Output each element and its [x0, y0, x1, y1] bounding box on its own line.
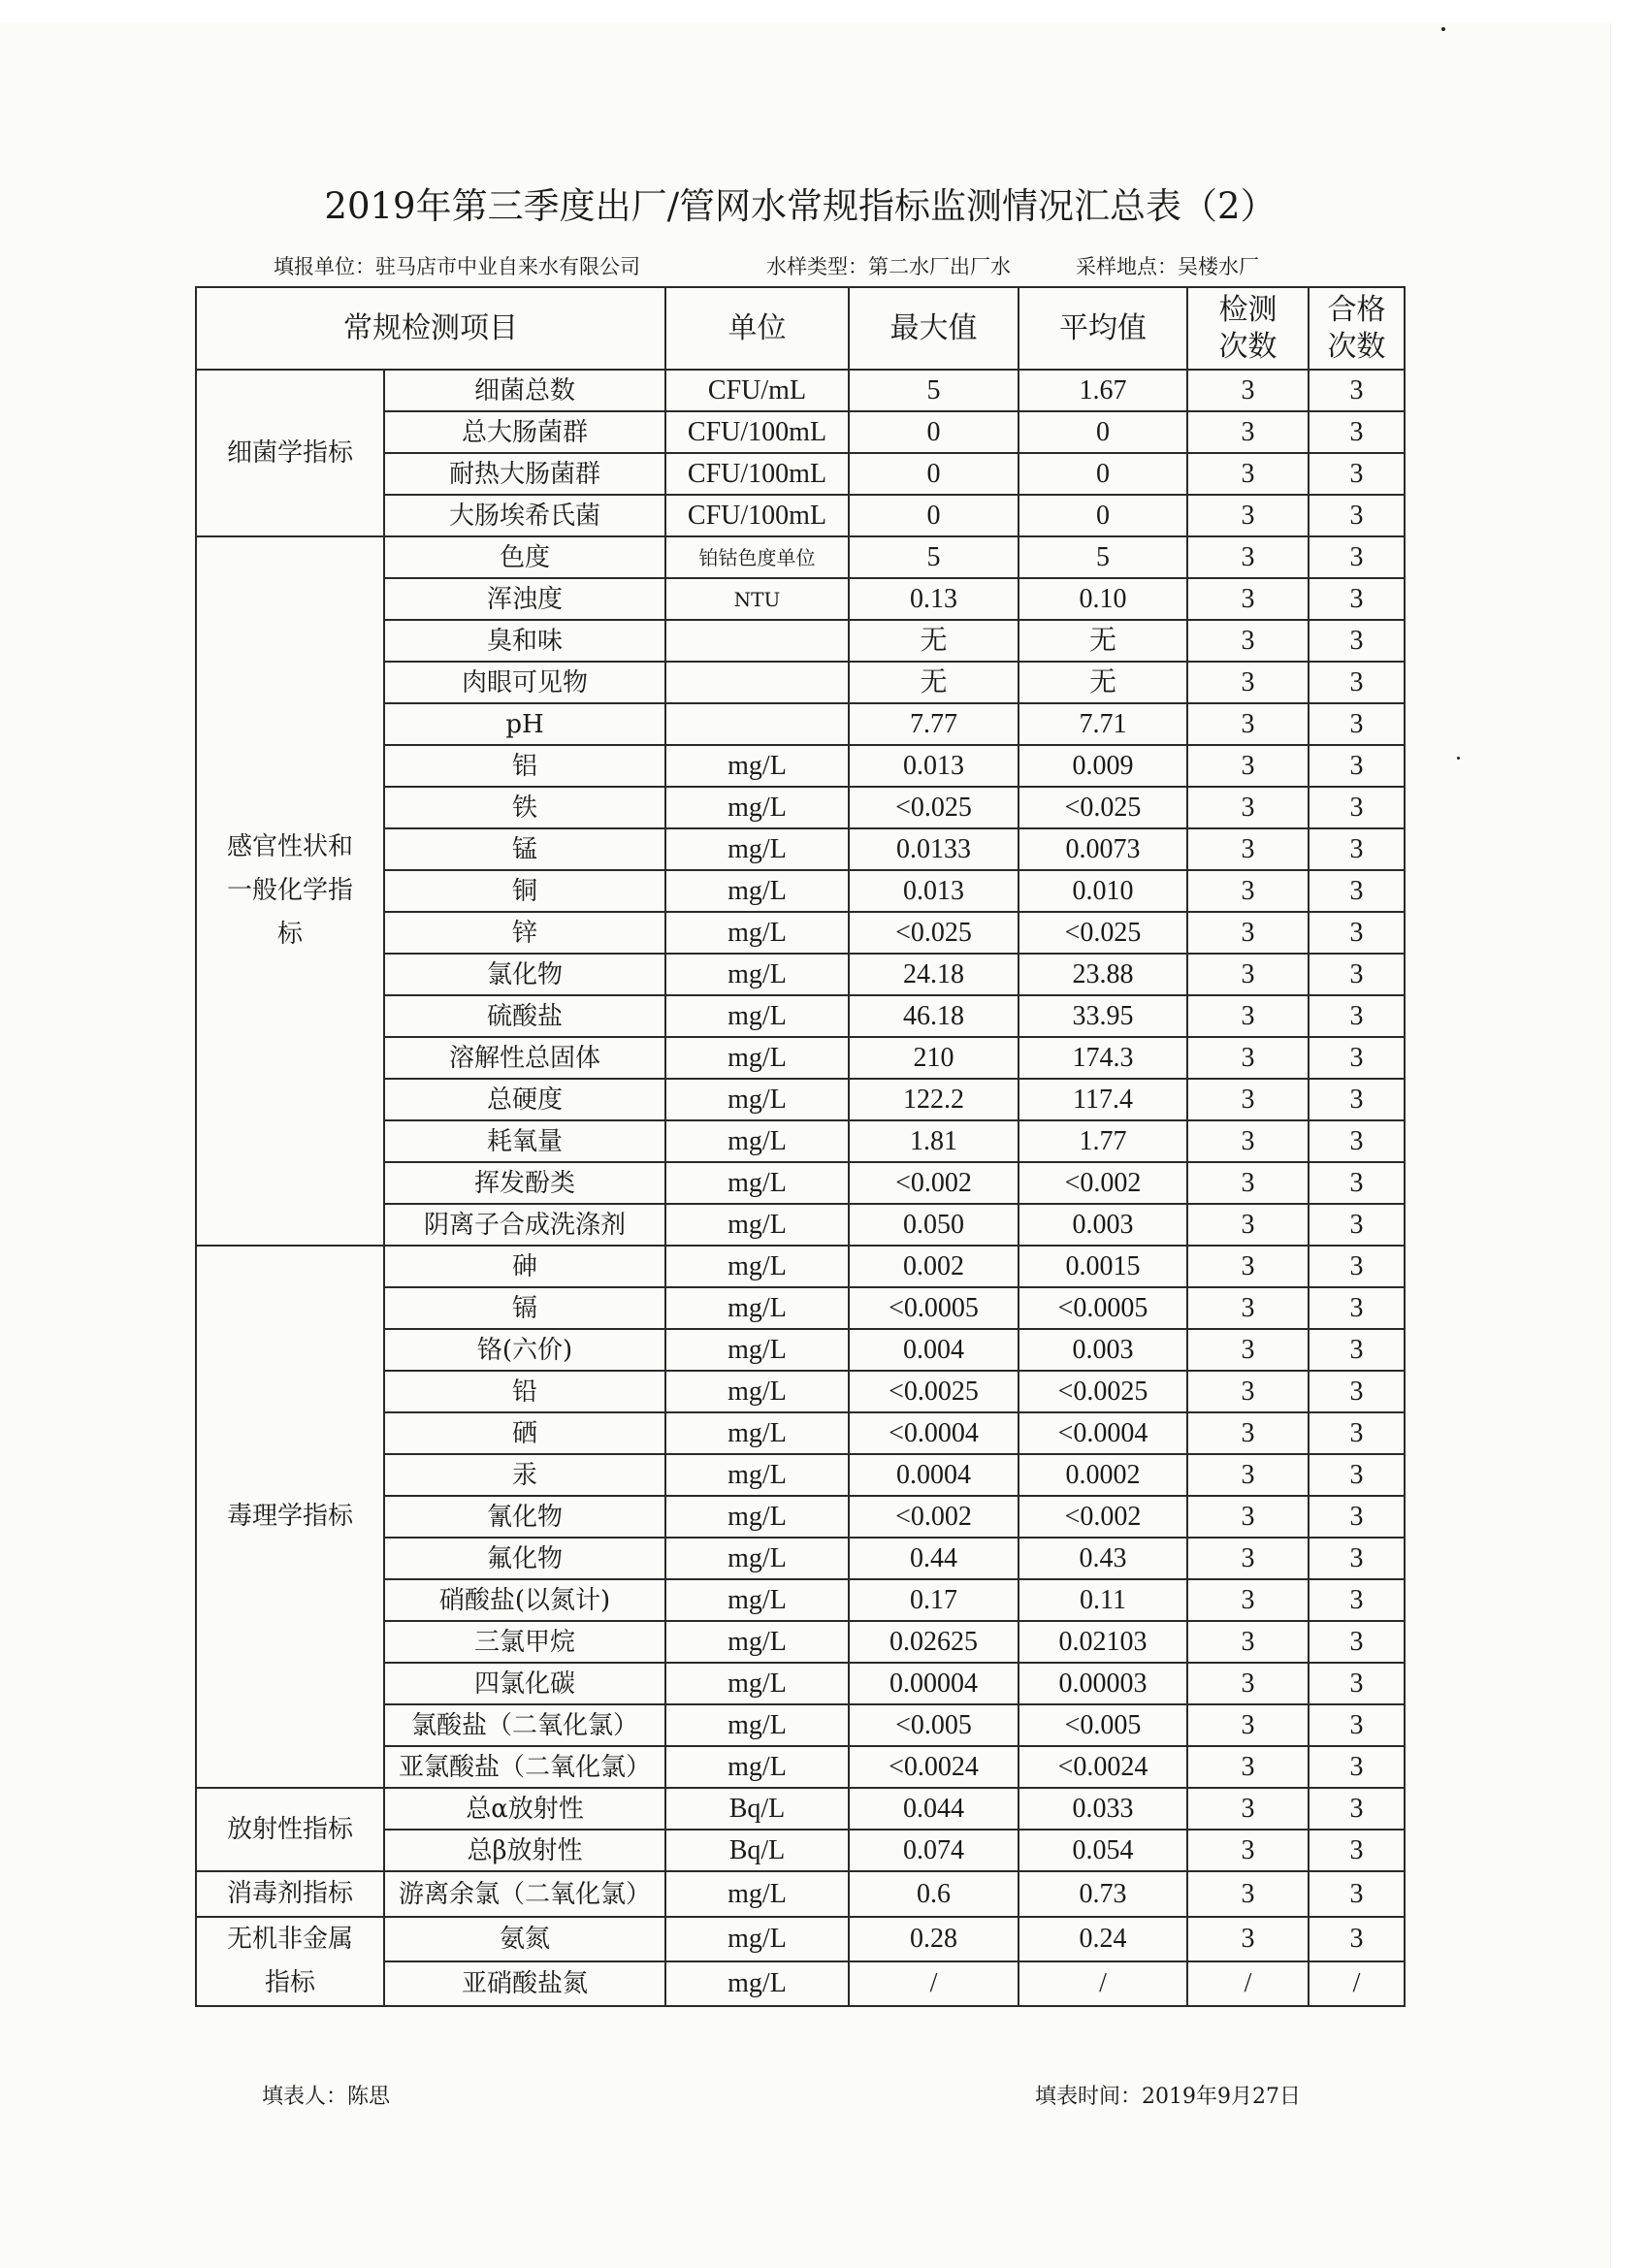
avg-value-cell: 0.0015	[1018, 1246, 1187, 1287]
test-count-cell: 3	[1187, 1162, 1309, 1204]
item-name-cell: 肉眼可见物	[384, 662, 665, 703]
max-value-cell: <0.005	[849, 1704, 1018, 1746]
avg-value-cell: 1.67	[1018, 370, 1187, 411]
pass-count-cell: 3	[1309, 1371, 1405, 1412]
unit-cell: mg/L	[665, 1246, 849, 1287]
avg-value-cell: 7.71	[1018, 703, 1187, 745]
unit-cell: mg/L	[665, 1120, 849, 1162]
unit-cell: mg/L	[665, 912, 849, 954]
item-name-cell: 汞	[384, 1454, 665, 1496]
avg-value-cell: <0.025	[1018, 912, 1187, 954]
pass-count-cell: 3	[1309, 828, 1405, 870]
max-value-cell: 无	[849, 620, 1018, 662]
max-value-cell: 0.13	[849, 578, 1018, 620]
avg-value-cell: 无	[1018, 620, 1187, 662]
item-name-cell: 氰化物	[384, 1496, 665, 1538]
header-row	[196, 287, 1405, 370]
avg-value-cell: <0.002	[1018, 1162, 1187, 1204]
unit-cell	[665, 703, 849, 745]
unit-cell: NTU	[665, 578, 849, 620]
pass-count-cell: 3	[1309, 1538, 1405, 1579]
avg-value-cell: 0.033	[1018, 1788, 1187, 1830]
test-count-cell: 3	[1187, 1454, 1309, 1496]
test-count-cell: 3	[1187, 1287, 1309, 1329]
pass-count-cell: 3	[1309, 1704, 1405, 1746]
unit-cell: CFU/mL	[665, 370, 849, 411]
unit-cell: mg/L	[665, 1871, 849, 1917]
category-cell: 细菌学指标	[196, 370, 384, 536]
avg-value-cell: <0.0025	[1018, 1371, 1187, 1412]
avg-value-cell: 无	[1018, 662, 1187, 703]
pass-count-cell: 3	[1309, 1454, 1405, 1496]
pass-count-cell: 3	[1309, 1204, 1405, 1246]
avg-value-cell: 33.95	[1018, 995, 1187, 1037]
test-count-cell: 3	[1187, 662, 1309, 703]
unit-cell: CFU/100mL	[665, 453, 849, 495]
item-name-cell: 细菌总数	[384, 370, 665, 411]
max-value-cell: 0	[849, 495, 1018, 536]
item-name-cell: 色度	[384, 536, 665, 578]
header-pass-count	[1309, 287, 1405, 370]
max-value-cell: 0.17	[849, 1579, 1018, 1621]
pass-count-cell: 3	[1309, 578, 1405, 620]
unit-cell: mg/L	[665, 1746, 849, 1788]
category-cell: 放射性指标	[196, 1788, 384, 1871]
max-value-cell: /	[849, 1961, 1018, 2006]
report-info-line	[274, 251, 1341, 278]
pass-count-cell: 3	[1309, 662, 1405, 703]
test-count-cell: 3	[1187, 495, 1309, 536]
test-count-cell: 3	[1187, 828, 1309, 870]
avg-value-cell: <0.002	[1018, 1496, 1187, 1538]
max-value-cell: 0.013	[849, 745, 1018, 787]
avg-value-cell: 0.0002	[1018, 1454, 1187, 1496]
test-count-cell: 3	[1187, 1538, 1309, 1579]
table-row	[196, 1917, 1405, 1961]
pass-count-cell: 3	[1309, 1917, 1405, 1961]
avg-value-cell: 0.24	[1018, 1917, 1187, 1961]
test-count-cell: 3	[1187, 1496, 1309, 1538]
unit-cell	[665, 662, 849, 703]
test-count-cell: 3	[1187, 912, 1309, 954]
pass-count-cell: 3	[1309, 1579, 1405, 1621]
avg-value-cell: 0.73	[1018, 1871, 1187, 1917]
item-name-cell: 铝	[384, 745, 665, 787]
pass-count-cell: 3	[1309, 745, 1405, 787]
pass-count-cell: 3	[1309, 870, 1405, 912]
category-cell: 无机非金属 指标	[196, 1917, 384, 2006]
pass-count-cell: 3	[1309, 1496, 1405, 1538]
test-count-cell: 3	[1187, 1579, 1309, 1621]
item-name-cell: 臭和味	[384, 620, 665, 662]
unit-cell: mg/L	[665, 1663, 849, 1704]
item-name-cell: 硝酸盐(以氮计)	[384, 1579, 665, 1621]
avg-value-cell: 0.02103	[1018, 1621, 1187, 1663]
avg-value-cell: <0.025	[1018, 787, 1187, 828]
unit-cell: mg/L	[665, 1961, 849, 2006]
table-row	[196, 536, 1405, 578]
unit-cell: mg/L	[665, 1079, 849, 1120]
test-count-cell: 3	[1187, 1830, 1309, 1871]
avg-value-cell: 0.003	[1018, 1329, 1187, 1371]
test-count-cell: 3	[1187, 1746, 1309, 1788]
item-name-cell: 砷	[384, 1246, 665, 1287]
max-value-cell: 0.044	[849, 1788, 1018, 1830]
test-count-cell: 3	[1187, 745, 1309, 787]
pass-count-cell: 3	[1309, 703, 1405, 745]
item-name-cell: 硒	[384, 1412, 665, 1454]
max-value-cell: 0.44	[849, 1538, 1018, 1579]
header-item: 常规检测项目	[196, 287, 665, 370]
test-count-cell: /	[1187, 1961, 1309, 2006]
test-count-cell: 3	[1187, 411, 1309, 453]
max-value-cell: <0.002	[849, 1496, 1018, 1538]
item-name-cell: 总大肠菌群	[384, 411, 665, 453]
max-value-cell: 0.28	[849, 1917, 1018, 1961]
header-pass-count-line2: 次数	[1327, 329, 1386, 364]
item-name-cell: 铬(六价)	[384, 1329, 665, 1371]
max-value-cell: 122.2	[849, 1079, 1018, 1120]
test-count-cell: 3	[1187, 1246, 1309, 1287]
avg-value-cell: 0	[1018, 411, 1187, 453]
test-count-cell: 3	[1187, 1704, 1309, 1746]
unit-cell: mg/L	[665, 1412, 849, 1454]
pass-count-cell: 3	[1309, 453, 1405, 495]
avg-value-cell: <0.0005	[1018, 1287, 1187, 1329]
item-name-cell: 总β放射性	[384, 1830, 665, 1871]
pass-count-cell: 3	[1309, 1788, 1405, 1830]
item-name-cell: 氯化物	[384, 954, 665, 995]
test-count-cell: 3	[1187, 1329, 1309, 1371]
unit-cell	[665, 620, 849, 662]
header-avg: 平均值	[1018, 287, 1187, 370]
max-value-cell: 无	[849, 662, 1018, 703]
pass-count-cell: 3	[1309, 954, 1405, 995]
max-value-cell: 0.0004	[849, 1454, 1018, 1496]
header-pass-count-line1: 合格	[1327, 292, 1386, 327]
unit-cell: CFU/100mL	[665, 495, 849, 536]
test-count-cell: 3	[1187, 703, 1309, 745]
avg-value-cell: 0	[1018, 495, 1187, 536]
header-test-count-line2: 次数	[1218, 329, 1277, 364]
item-name-cell: 氨氮	[384, 1917, 665, 1961]
test-count-cell: 3	[1187, 954, 1309, 995]
header-max: 最大值	[849, 287, 1018, 370]
pass-count-cell: 3	[1309, 1246, 1405, 1287]
test-count-cell: 3	[1187, 1788, 1309, 1830]
max-value-cell: 0.074	[849, 1830, 1018, 1871]
form-filler: 填表人：陈思	[262, 2085, 391, 2109]
avg-value-cell: 0.054	[1018, 1830, 1187, 1871]
test-count-cell: 3	[1187, 1663, 1309, 1704]
scan-speck	[1457, 757, 1460, 760]
test-count-cell: 3	[1187, 370, 1309, 411]
pass-count-cell: 3	[1309, 1871, 1405, 1917]
unit-cell: mg/L	[665, 1162, 849, 1204]
unit-cell: mg/L	[665, 1287, 849, 1329]
max-value-cell: 24.18	[849, 954, 1018, 995]
sample-type: 水样类型：第二水厂出厂水	[766, 255, 1011, 278]
item-name-cell: 耐热大肠菌群	[384, 453, 665, 495]
table-row	[196, 370, 1405, 411]
pass-count-cell: 3	[1309, 787, 1405, 828]
avg-value-cell: 117.4	[1018, 1079, 1187, 1120]
item-name-cell: 大肠埃希氏菌	[384, 495, 665, 536]
item-name-cell: 氟化物	[384, 1538, 665, 1579]
pass-count-cell: 3	[1309, 1663, 1405, 1704]
max-value-cell: 210	[849, 1037, 1018, 1079]
max-value-cell: 0.013	[849, 870, 1018, 912]
test-count-cell: 3	[1187, 1412, 1309, 1454]
category-cell: 感官性状和 一般化学指 标	[196, 536, 384, 1246]
unit-cell: mg/L	[665, 1538, 849, 1579]
avg-value-cell: 0.010	[1018, 870, 1187, 912]
pass-count-cell: 3	[1309, 1830, 1405, 1871]
pass-count-cell: 3	[1309, 912, 1405, 954]
max-value-cell: 0.002	[849, 1246, 1018, 1287]
avg-value-cell: /	[1018, 1961, 1187, 2006]
unit-cell: mg/L	[665, 1704, 849, 1746]
max-value-cell: 0	[849, 411, 1018, 453]
test-count-cell: 3	[1187, 1037, 1309, 1079]
avg-value-cell: 1.77	[1018, 1120, 1187, 1162]
category-cell: 毒理学指标	[196, 1246, 384, 1788]
avg-value-cell: 0.003	[1018, 1204, 1187, 1246]
header-test-count-line1: 检测	[1218, 292, 1277, 327]
avg-value-cell: 0.11	[1018, 1579, 1187, 1621]
monitoring-summary-table	[195, 286, 1406, 2007]
pass-count-cell: 3	[1309, 1079, 1405, 1120]
sampling-location: 采样地点：吴楼水厂	[1076, 255, 1259, 278]
item-name-cell: 镉	[384, 1287, 665, 1329]
unit-cell: Bq/L	[665, 1830, 849, 1871]
item-name-cell: 铁	[384, 787, 665, 828]
unit-cell: mg/L	[665, 828, 849, 870]
max-value-cell: <0.025	[849, 787, 1018, 828]
avg-value-cell: 5	[1018, 536, 1187, 578]
max-value-cell: <0.0025	[849, 1371, 1018, 1412]
avg-value-cell: 0.00003	[1018, 1663, 1187, 1704]
item-name-cell: 亚硝酸盐氮	[384, 1961, 665, 2006]
pass-count-cell: 3	[1309, 1746, 1405, 1788]
max-value-cell: 0.050	[849, 1204, 1018, 1246]
item-name-cell: 挥发酚类	[384, 1162, 665, 1204]
item-name-cell: 四氯化碳	[384, 1663, 665, 1704]
max-value-cell: 7.77	[849, 703, 1018, 745]
unit-cell: mg/L	[665, 1621, 849, 1663]
pass-count-cell: 3	[1309, 1037, 1405, 1079]
item-name-cell: pH	[384, 703, 665, 745]
test-count-cell: 3	[1187, 1079, 1309, 1120]
item-name-cell: 硫酸盐	[384, 995, 665, 1037]
item-name-cell: 铜	[384, 870, 665, 912]
max-value-cell: 1.81	[849, 1120, 1018, 1162]
pass-count-cell: 3	[1309, 1621, 1405, 1663]
unit-cell: mg/L	[665, 995, 849, 1037]
test-count-cell: 3	[1187, 1871, 1309, 1917]
fill-date: 填表时间：2019年9月27日	[1035, 2085, 1301, 2109]
item-name-cell: 锰	[384, 828, 665, 870]
pass-count-cell: 3	[1309, 620, 1405, 662]
test-count-cell: 3	[1187, 1917, 1309, 1961]
test-count-cell: 3	[1187, 787, 1309, 828]
item-name-cell: 铅	[384, 1371, 665, 1412]
unit-cell: mg/L	[665, 1579, 849, 1621]
item-name-cell: 三氯甲烷	[384, 1621, 665, 1663]
test-count-cell: 3	[1187, 995, 1309, 1037]
pass-count-cell: /	[1309, 1961, 1405, 2006]
item-name-cell: 耗氧量	[384, 1120, 665, 1162]
pass-count-cell: 3	[1309, 370, 1405, 411]
max-value-cell: 5	[849, 536, 1018, 578]
scan-speck	[1441, 27, 1445, 31]
max-value-cell: 0.02625	[849, 1621, 1018, 1663]
max-value-cell: 46.18	[849, 995, 1018, 1037]
avg-value-cell: <0.0024	[1018, 1746, 1187, 1788]
test-count-cell: 3	[1187, 1204, 1309, 1246]
max-value-cell: 0	[849, 453, 1018, 495]
pass-count-cell: 3	[1309, 1120, 1405, 1162]
unit-cell: 铂钴色度单位	[665, 536, 849, 578]
item-name-cell: 浑浊度	[384, 578, 665, 620]
unit-cell: Bq/L	[665, 1788, 849, 1830]
table-row	[196, 1788, 1405, 1830]
avg-value-cell: 0.43	[1018, 1538, 1187, 1579]
max-value-cell: <0.0005	[849, 1287, 1018, 1329]
max-value-cell: 0.004	[849, 1329, 1018, 1371]
document-title: 2019年第三季度出厂/管网水常规指标监测情况汇总表（2）	[324, 185, 1277, 227]
test-count-cell: 3	[1187, 870, 1309, 912]
header-unit: 单位	[665, 287, 849, 370]
pass-count-cell: 3	[1309, 411, 1405, 453]
item-name-cell: 游离余氯（二氧化氯）	[384, 1871, 665, 1917]
max-value-cell: <0.002	[849, 1162, 1018, 1204]
max-value-cell: <0.0024	[849, 1746, 1018, 1788]
unit-cell: mg/L	[665, 787, 849, 828]
test-count-cell: 3	[1187, 1120, 1309, 1162]
unit-cell: mg/L	[665, 745, 849, 787]
header-test-count	[1187, 287, 1309, 370]
avg-value-cell: 174.3	[1018, 1037, 1187, 1079]
reporting-unit: 填报单位：驻马店市中业自来水有限公司	[274, 255, 640, 278]
test-count-cell: 3	[1187, 1621, 1309, 1663]
item-name-cell: 阴离子合成洗涤剂	[384, 1204, 665, 1246]
avg-value-cell: <0.005	[1018, 1704, 1187, 1746]
unit-cell: mg/L	[665, 1917, 849, 1961]
avg-value-cell: <0.0004	[1018, 1412, 1187, 1454]
avg-value-cell: 0	[1018, 453, 1187, 495]
table-body	[196, 370, 1405, 2006]
avg-value-cell: 0.009	[1018, 745, 1187, 787]
item-name-cell: 溶解性总固体	[384, 1037, 665, 1079]
max-value-cell: 5	[849, 370, 1018, 411]
max-value-cell: 0.00004	[849, 1663, 1018, 1704]
unit-cell: mg/L	[665, 1037, 849, 1079]
test-count-cell: 3	[1187, 578, 1309, 620]
avg-value-cell: 23.88	[1018, 954, 1187, 995]
pass-count-cell: 3	[1309, 1162, 1405, 1204]
max-value-cell: <0.025	[849, 912, 1018, 954]
unit-cell: mg/L	[665, 954, 849, 995]
unit-cell: mg/L	[665, 1371, 849, 1412]
category-cell: 消毒剂指标	[196, 1871, 384, 1917]
unit-cell: mg/L	[665, 1329, 849, 1371]
test-count-cell: 3	[1187, 536, 1309, 578]
table-row	[196, 1871, 1405, 1917]
max-value-cell: 0.6	[849, 1871, 1018, 1917]
unit-cell: mg/L	[665, 1496, 849, 1538]
max-value-cell: 0.0133	[849, 828, 1018, 870]
test-count-cell: 3	[1187, 453, 1309, 495]
pass-count-cell: 3	[1309, 1329, 1405, 1371]
item-name-cell: 氯酸盐（二氧化氯）	[384, 1704, 665, 1746]
unit-cell: mg/L	[665, 870, 849, 912]
unit-cell: mg/L	[665, 1204, 849, 1246]
pass-count-cell: 3	[1309, 1287, 1405, 1329]
table-row	[196, 1246, 1405, 1287]
unit-cell: CFU/100mL	[665, 411, 849, 453]
pass-count-cell: 3	[1309, 1412, 1405, 1454]
test-count-cell: 3	[1187, 1371, 1309, 1412]
pass-count-cell: 3	[1309, 995, 1405, 1037]
item-name-cell: 亚氯酸盐（二氧化氯）	[384, 1746, 665, 1788]
item-name-cell: 总硬度	[384, 1079, 665, 1120]
max-value-cell: <0.0004	[849, 1412, 1018, 1454]
unit-cell: mg/L	[665, 1454, 849, 1496]
item-name-cell: 总α放射性	[384, 1788, 665, 1830]
avg-value-cell: 0.10	[1018, 578, 1187, 620]
item-name-cell: 锌	[384, 912, 665, 954]
test-count-cell: 3	[1187, 620, 1309, 662]
pass-count-cell: 3	[1309, 495, 1405, 536]
pass-count-cell: 3	[1309, 536, 1405, 578]
avg-value-cell: 0.0073	[1018, 828, 1187, 870]
